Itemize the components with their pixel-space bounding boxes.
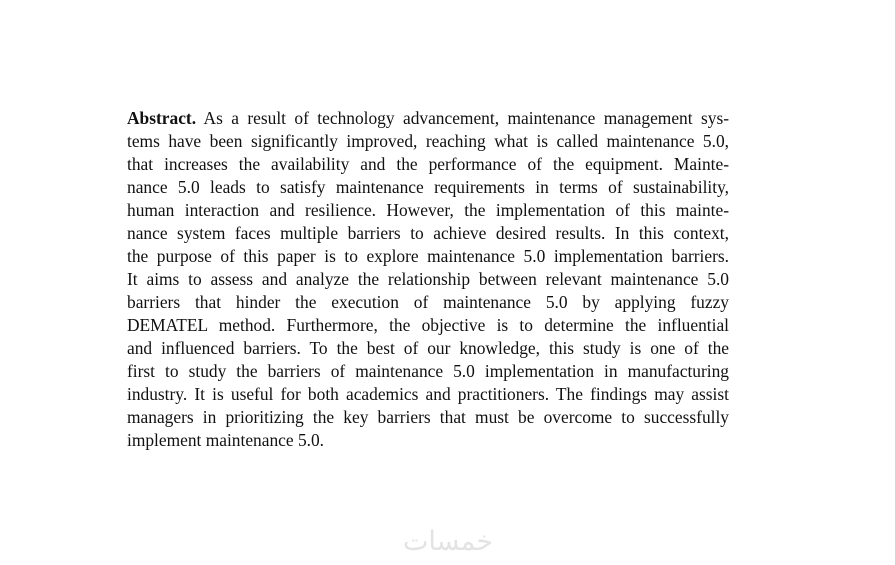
abstract-text: As a result of technology advancement, maintenance management sys- (203, 108, 730, 128)
abstract-line: tems have been significantly improved, reaching what is called maintenance 5.0, (127, 131, 729, 151)
abstract-label: Abstract. (127, 108, 197, 128)
abstract-line: nance 5.0 leads to satisfy maintenance requirements in terms of sustainability, (127, 177, 729, 197)
abstract-line: managers in prioritizing the key barriers that must be overcome to successfully (127, 407, 729, 427)
abstract-line: implement maintenance 5.0. (127, 430, 325, 450)
abstract-line-1 (127, 107, 729, 130)
abstract-line: DEMATEL method. Furthermore, the objective is to determine the influential (127, 315, 729, 335)
abstract-line: human interaction and resilience. However, the implementation of this mainte- (127, 200, 729, 220)
abstract-line: the purpose of this paper is to explore maintenance 5.0 implementation barriers. (127, 246, 729, 266)
abstract-line: It aims to assess and analyze the relationship between relevant maintenance 5.0 (127, 269, 729, 289)
abstract-paragraph (127, 107, 729, 452)
abstract-line: and influenced barriers. To the best of our knowledge, this study is one of the (127, 338, 729, 358)
abstract-line: that increases the availability and the performance of the equipment. Mainte- (127, 154, 729, 174)
abstract-line: first to study the barriers of maintenance 5.0 implementation in manufacturing (127, 361, 729, 381)
watermark: خمسات (402, 526, 494, 557)
abstract-line: nance system faces multiple barriers to achieve desired results. In this context, (127, 223, 729, 243)
abstract-line: industry. It is useful for both academics and practitioners. The findings may assist (127, 384, 729, 404)
abstract-line: barriers that hinder the execution of maintenance 5.0 by applying fuzzy (127, 292, 729, 312)
